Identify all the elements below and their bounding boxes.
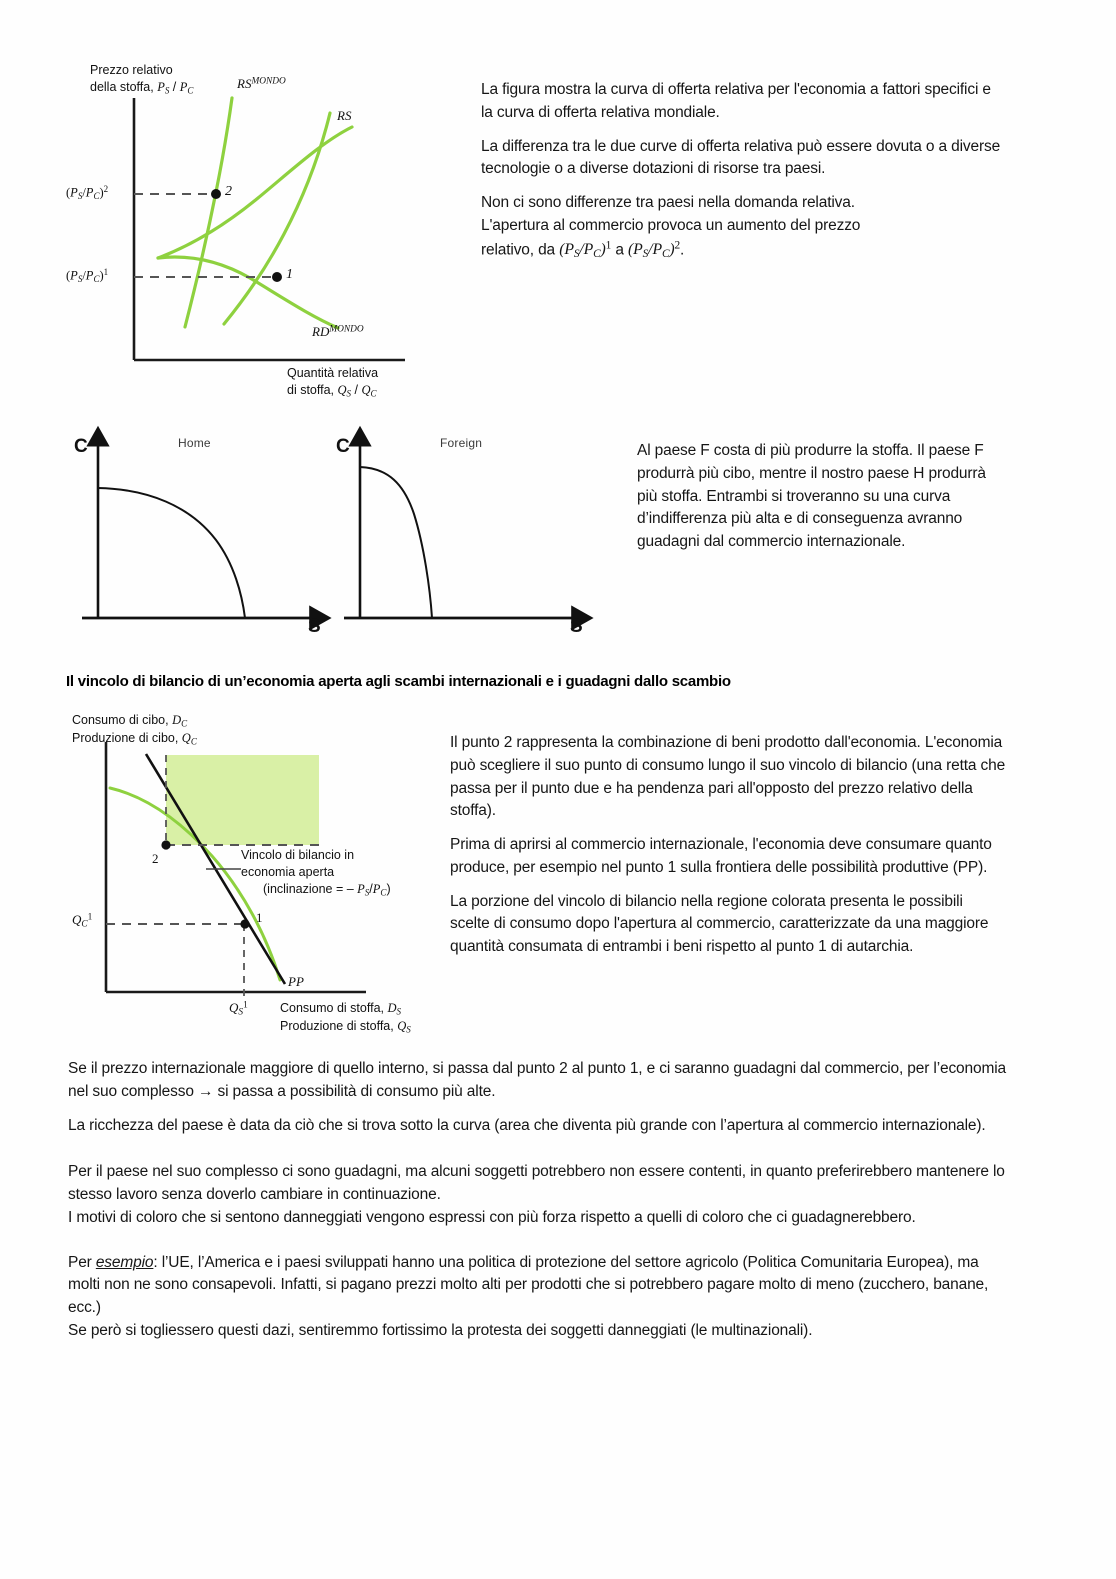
- fig1-curve-rd-mondo-upper: [158, 127, 352, 258]
- fig1-x-axis-label: Quantità relativa di stoffa, $Q_S / Q_C$: [287, 366, 379, 399]
- fig1-y-axis-label: Prezzo relativo della stoffa, $P_S / P_C$: [90, 63, 194, 96]
- fig1-plot-area: [72, 62, 472, 407]
- body-paragraph-6: Se però si togliessero questi dazi, sentiremmo fortissimo la protesta dei soggetti danneggiati (le multinazionali).: [68, 1322, 813, 1340]
- text-block-foreign-cost: [637, 440, 1007, 565]
- body-paragraph-4: I motivi di coloro che si sentono danneggiati vengono espressi con più forza rispetto a quelli di coloro che ci guadagnerebbero.: [68, 1208, 916, 1226]
- body-paragraph-5-rest: : l’UE, l’America e i paesi sviluppati hanno una politica di protezione del settore agricolo (Politica Comunitaria Europea), ma molti non ne sono consapevoli. Infatti, si pagano prezzi molto alti per prodotti che si potrebbero pagare molto di meno (zucchero, banane, ecc.): [68, 1253, 989, 1317]
- body-paragraph-2: La ricchezza del paese è data da ciò che si trova sotto la curva (area che diventa più grande con l’apertura al commercio internazionale).: [68, 1116, 986, 1134]
- fig1-tick-label-price-2: $(P_S/P_C)^2$: [66, 184, 109, 201]
- body-paragraph-3: Per il paese nel suo complesso ci sono guadagni, ma alcuni soggetti potrebbero non essere contenti, in quanto preferirebbero mantenere lo stesso lavoro senza doverlo cambiare in continuazione.: [68, 1163, 1005, 1204]
- fig3-x-axis-label: Consumo di stoffa, $D_S$ Produzione di stoffa, $Q_S$: [280, 1001, 411, 1035]
- body-paragraph-5-prefix: Per: [68, 1253, 96, 1271]
- ppf-home-x-axis-name: S: [308, 616, 321, 637]
- figure-relative-supply-demand: [66, 62, 472, 407]
- fig3-point-label-2: 2: [152, 851, 159, 866]
- paragraph-3: Non ci sono differenze tra paesi nella domanda relativa. L'apertura al commercio provoca un aumento del prezzo relativo, da $(P_S/P_C)^1$ a $(P_S/P_C)^2$.: [481, 194, 861, 261]
- inline-math-price-1: $(P_S/P_C)^1$: [559, 239, 612, 261]
- ppf-foreign-plot: [330, 428, 600, 638]
- fig1-label-rd-mondo: $RD^{MONDO}$: [312, 324, 364, 339]
- fig1-curve-rs-mondo: [185, 98, 232, 327]
- fig3-tick-label-qs: $Q_S^1$: [229, 1000, 248, 1018]
- section-heading: Il vincolo di bilancio di un’economia aperta agli scambi internazionali e i guadagni dallo scambio: [66, 673, 731, 690]
- ppf-home-title: Home: [178, 436, 211, 450]
- body-paragraph-1: Se il prezzo internazionale maggiore di quello interno, si passa dal punto 2 al punto 1, e ci saranno guadagni dal commercio, per l’economia nel suo complesso → si passa a possibilità di consumo più alte.: [68, 1060, 1006, 1100]
- ppf-foreign-x-axis-name: S: [570, 616, 583, 637]
- fig3-annotation-budget-constraint: Vincolo di bilancio in economia aperta (inclinazione = – $P_S/P_C$): [241, 848, 391, 898]
- paragraph-3-line2: L'apertura al commercio provoca un aumento del prezzo: [481, 216, 861, 234]
- body-paragraph-5: [68, 1252, 1008, 1320]
- paragraph-shaded-region: La porzione del vincolo di bilancio nella regione colorata presenta le possibili scelte di consumo dopo l'apertura al commercio, caratterizzate da una maggiore quantità consumata di entrambi i beni rispetto al punto 1 di autarchia.: [450, 892, 989, 956]
- ppf-home-y-axis-name: C: [74, 436, 88, 457]
- fig1-point-label-1: 1: [286, 267, 293, 282]
- body-paragraph-5-emphasis: esempio: [95, 1253, 154, 1271]
- fig3-y-axis-label: Consumo di cibo, $D_C$ Produzione di cibo, $Q_C$: [72, 713, 197, 747]
- paragraph-3-line1: Non ci sono differenze tra paesi nella domanda relativa.: [481, 194, 855, 212]
- paragraph-autarky: Prima di aprirsi al commercio internazionale, l'economia deve consumare quanto produce, per esempio nel punto 1 sulla frontiera delle possibilità produttive (PP).: [450, 836, 992, 876]
- text-block-relative-supply: [481, 79, 1006, 274]
- fig1-point-label-2: 2: [225, 184, 232, 199]
- text-block-budget-constraint: [450, 732, 1006, 970]
- ppf-home-plot: [68, 428, 338, 638]
- ppf-foreign-y-axis-name: C: [336, 436, 350, 457]
- paragraph-point2: Il punto 2 rappresenta la combinazione di beni prodotto dall'economia. L'economia può scegliere il suo punto di consumo lungo il suo vincolo di bilancio (una retta che passa per il punto due e ha pendenza pari all'opposto del prezzo relativo della stoffa).: [450, 734, 1006, 820]
- fig3-label-pp: PP: [288, 974, 304, 989]
- fig1-curve-rs: [224, 113, 330, 324]
- inline-math-price-2: $(P_S/P_C)^2$: [628, 239, 681, 261]
- paragraph-1: La figura mostra la curva di offerta relativa per l'economia a fattori specifici e la curva di offerta relativa mondiale.: [481, 81, 991, 121]
- figure-budget-constraint: [66, 712, 446, 1035]
- figure-ppf-home: [68, 428, 338, 638]
- ppf-foreign-curve: [360, 467, 432, 618]
- paragraph-2: La differenza tra le due curve di offerta relativa può essere dovuta o a diverse tecnologie o a diverse dotazioni di risorse tra paesi.: [481, 137, 1001, 178]
- fig1-tick-label-price-1: $(P_S/P_C)^1$: [66, 267, 109, 284]
- fig1-point-1: [272, 272, 282, 282]
- body-text-block: [68, 1058, 1008, 1354]
- ppf-home-curve: [98, 488, 245, 618]
- paragraph-foreign: Al paese F costa di più produrre la stoffa. Il paese F produrrà più cibo, mentre il nostro paese H produrrà più stoffa. Entrambi si troveranno su una curva d’indifferenza più alta e di conseguenza avranno guadagni dal commercio internazionale.: [637, 442, 986, 551]
- fig3-point-1: [240, 919, 249, 928]
- paragraph-3-line3: relativo, da: [481, 241, 560, 259]
- figure-ppf-foreign: [330, 428, 600, 638]
- fig3-tick-label-qc: $Q_C^1$: [72, 912, 93, 930]
- fig3-point-label-1: 1: [256, 910, 263, 925]
- ppf-foreign-title: Foreign: [440, 436, 483, 450]
- fig1-label-rs: RS: [337, 108, 352, 123]
- fig3-point-2: [161, 840, 170, 849]
- fig1-label-rs-mondo: $RS^{MONDO}$: [237, 76, 286, 91]
- fig1-point-2: [211, 189, 221, 199]
